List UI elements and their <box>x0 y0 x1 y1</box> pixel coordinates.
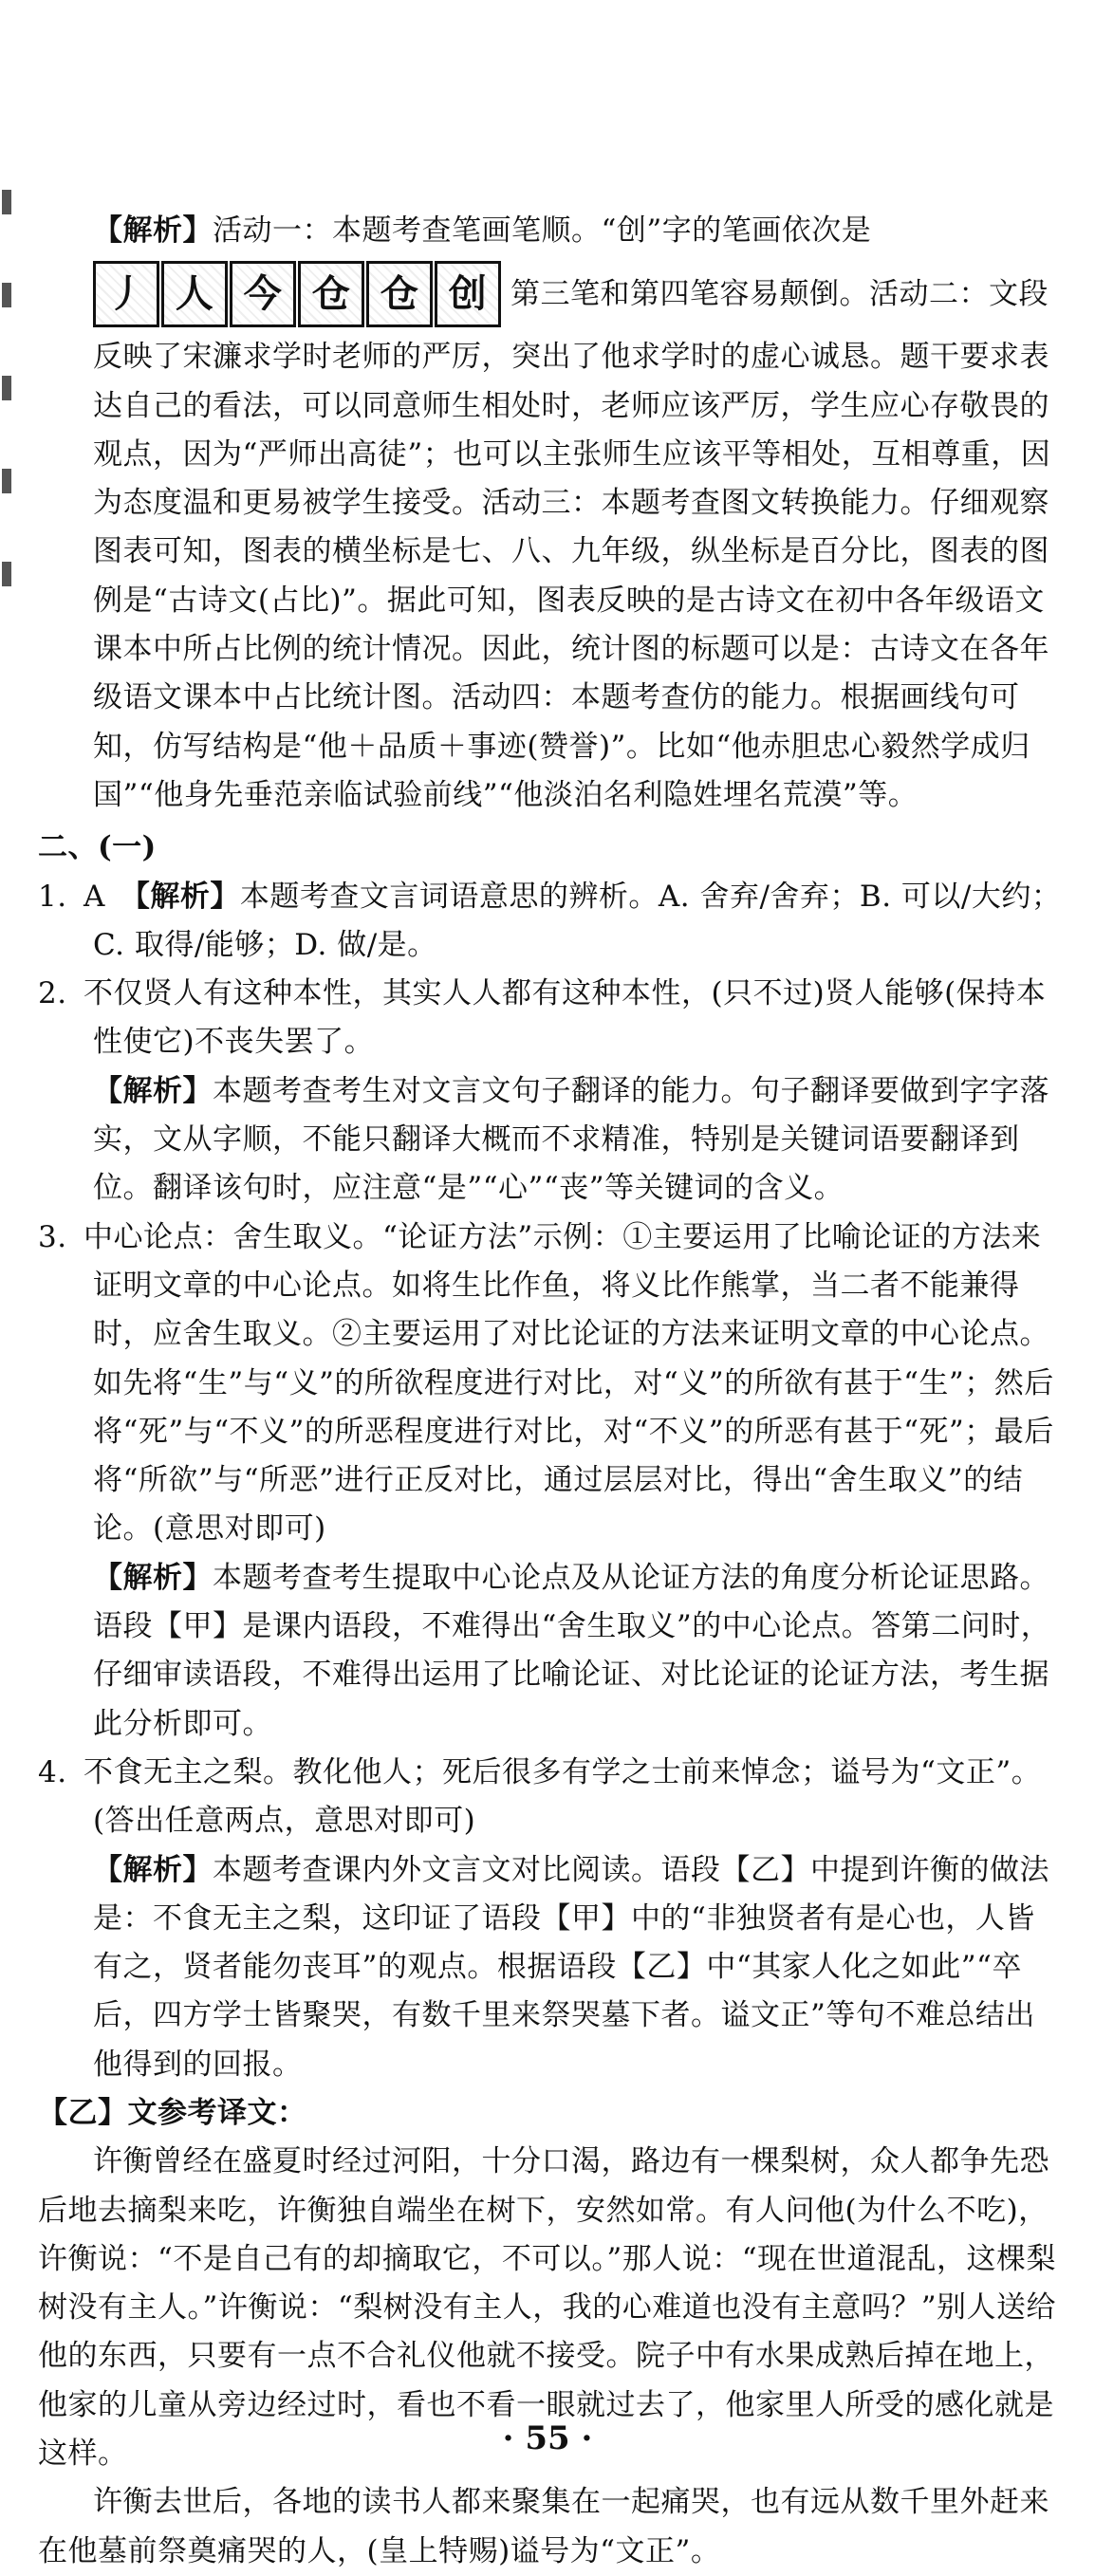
answer-2: 2. 不仅贤人有这种本性，其实人人都有这种本性，(只不过)贤人能够(保持本性使它)不丧失罢了。 <box>38 976 1047 1060</box>
section-heading: 二、(一) <box>38 830 157 865</box>
activity-analysis-body: 反映了宋濂求学时老师的严厉，突出了他求学时的虚心诚恳。题干要求表达自己的看法，可以同意师生相处时，老师应该严厉，学生应心存敬畏的观点，因为“严师出高徒”；也可以主张师生应该平等相处，互相尊重，因为态度温和更易被学生接受。活动三：本题考查图文转换能力。仔细观察图表可知，图表的横坐标是七、八、九年级，纵坐标是百分比，图表的图例是“古诗文(占比)”。据此可知，图表反映的是古诗文在初中各年级语文课本中所占比例的统计情况。因此，统计图的标题可以是：古诗文在各年级语文课本中占比统计图。活动四：本题考查仿的能力。根据画线句可知，仿写结构是“他＋品质＋事迹(赞誉)”。比如“他赤胆忠心毅然学成归国”“他身先垂范亲临试验前线”“他淡泊名利隐姓埋名荒漠”等。 <box>93 340 1051 812</box>
activity-analysis-line1 <box>38 207 1063 255</box>
analysis-tag: 【解析】 <box>93 1852 213 1887</box>
answer-3: 3. 中心论点：舍生取义。“论证方法”示例：①主要运用了比喻论证的方法来证明文章的中心论点。如将生比作鱼，将义比作熊掌，当二者不能兼得时，应舍生取义。②主要运用了对比论证的方法来证明文章的中心论点。如先将“生”与“义”的所欲程度进行对比，对“义”的所欲有甚于“生”；然后将“死”与“不义”的所恶程度进行对比，对“不义”的所恶有甚于“死”；最后将“所欲”与“所恶”进行正反对比，通过层层对比，得出“舍生取义”的结论。(意思对即可) <box>38 1219 1054 1547</box>
analysis-4: 【解析】本题考查课内外文言文对比阅读。语段【乙】中提到许衡的做法是：不食无主之梨，这印证了语段【甲】中的“非独贤者有是心也，人皆有之，贤者能勿丧耳”的观点。根据语段【乙】中“其家人化之如此”“卒后，四方学士皆聚哭，有数千里来祭哭墓下者。谥文正”等句不难总结出他得到的回报。 <box>93 1852 1049 2082</box>
stroke-box: 创 <box>435 261 501 327</box>
page-number: · 55 · <box>502 2419 593 2457</box>
analysis-3: 【解析】本题考查考生提取中心论点及从论证方法的角度分析论证思路。语段【甲】是课内语段，不难得出“舍生取义”的中心论点。答第二问时，仔细审读语段，不难得出运用了比喻论证、对比论证的论证方法，考生据此分析即可。 <box>93 1560 1051 1741</box>
translation-heading: 【乙】文参考译文： <box>38 2095 307 2130</box>
analysis-2: 【解析】本题考查考生对文言文句子翻译的能力。句子翻译要做到字字落实，文从字顺，不能只翻译大概而不求精准，特别是关键词语要翻译到位。翻译该句时，应注意“是”“心”“丧”等关键词的含义。 <box>93 1073 1049 1206</box>
analysis-tag: 【解析】 <box>93 1073 213 1108</box>
analysis-tag: 【解析】 <box>135 879 240 914</box>
stroke-box: 丿 <box>93 261 159 327</box>
translation-paragraph: 许衡去世后，各地的读书人都来聚集在一起痛哭，也有远从数千里外赶来在他墓前祭奠痛哭的人，(皇上特赐)谥号为“文正”。 <box>38 2485 1049 2568</box>
answer-1: 1. A 【解析】本题考查文言词语意思的辨析。A. 舍弃/舍弃；B. 可以/大约；C. 取得/能够；D. 做/是。 <box>38 879 1062 962</box>
analysis-text: 第三笔和第四笔容易颠倒。活动二：文段 <box>510 276 1049 311</box>
translation-paragraph: 许衡曾经在盛夏时经过河阳，十分口渴，路边有一棵梨树，众人都争先恐后地去摘梨来吃，许衡独自端坐在树下，安然如常。有人问他(为什么不吃)，许衡说：“不是自己有的却摘取它，不可以。”那人说：“现在世道混乱，这棵梨树没有主人。”许衡说：“梨树没有主人，我的心难道也没有主意吗？”别人送给他的东西，只要有一点不合礼仪他就不接受。院子中有水果成熟后掉在地上，他家的儿童从旁边经过时，看也不看一眼就过去了，他家里人所受的感化就是这样。 <box>38 2144 1057 2472</box>
stroke-order-boxes <box>93 261 503 327</box>
binding-edge-marks <box>0 190 17 721</box>
analysis-tag: 【解析】 <box>93 1560 213 1595</box>
stroke-box: 仓 <box>366 261 433 327</box>
answer-4: 4. 不食无主之梨。教化他人；死后很多有学之士前来悼念；谥号为“文正”。(答出任意两点，意思对即可) <box>38 1754 1042 1839</box>
stroke-box: 今 <box>230 261 296 327</box>
stroke-box: 人 <box>161 261 228 327</box>
stroke-box: 仓 <box>298 261 364 327</box>
answer-content <box>38 207 1063 2576</box>
analysis-text: 活动一：本题考查笔画笔顺。“创”字的笔画依次是 <box>213 213 872 248</box>
stroke-order-row <box>38 261 1063 327</box>
analysis-tag: 【解析】 <box>93 213 213 248</box>
